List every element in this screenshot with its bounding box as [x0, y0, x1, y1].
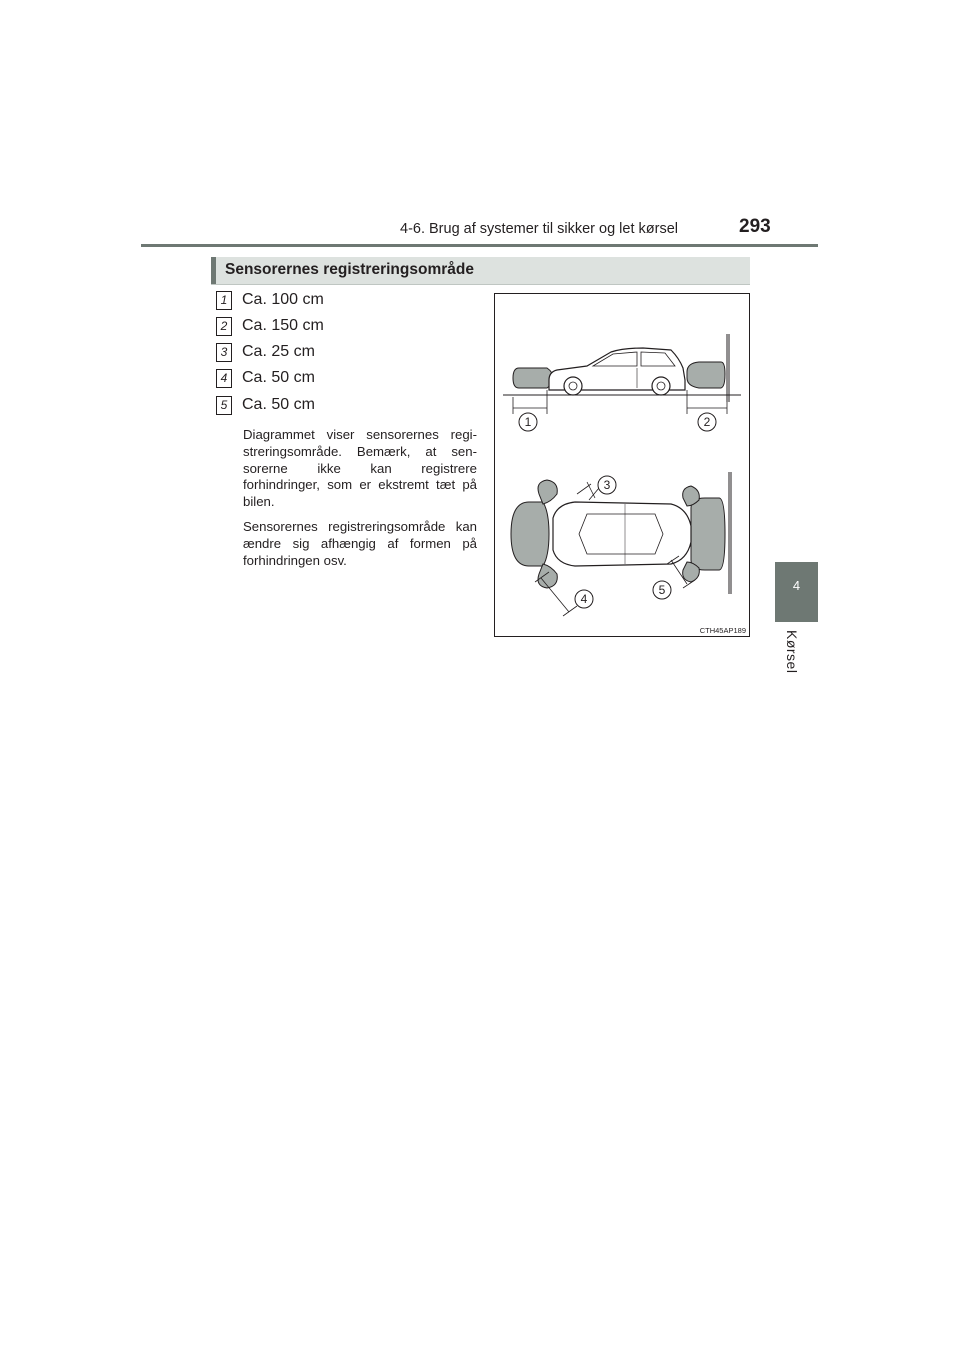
rear-right-corner-zone	[538, 564, 557, 588]
heading-underline	[211, 284, 750, 285]
item-number-badge: 5	[216, 396, 232, 415]
car-wheel-front	[564, 377, 582, 395]
chapter-tab	[775, 562, 818, 622]
top-view	[511, 472, 731, 616]
front-side-sensor-zone	[687, 362, 725, 388]
chapter-label: Kørsel	[784, 630, 800, 674]
description-paragraph: Sensorernes registreringsområde kan ændre sig afhængig af formen på forhindringen osv.	[243, 519, 477, 568]
callout-1-label: 1	[524, 415, 532, 429]
side-view	[503, 334, 741, 431]
rear-left-corner-zone	[538, 480, 557, 504]
callout-3-label: 3	[603, 478, 611, 492]
item-number-badge: 2	[216, 317, 232, 336]
page-number: 293	[739, 216, 771, 237]
description-paragraph: Diagrammet viser sensorernes regi-streringsområde. Bemærk, at sen-sorerne ikke kan registrere forhindringer, som er ekstremt tæt på bilen.	[243, 427, 477, 510]
car-top-body	[553, 502, 691, 566]
car-wheel-rear	[652, 377, 670, 395]
item-text: Ca. 25 cm	[242, 343, 315, 360]
figure-code: CTH45AP189	[699, 626, 746, 635]
sensor-range-figure	[494, 293, 750, 637]
header-title: 4-6. Brug af systemer til sikker og let kørsel	[400, 221, 678, 237]
front-top-sensor-zone	[691, 498, 725, 570]
item-number-badge: 4	[216, 369, 232, 388]
chapter-tab-number: 4	[792, 578, 801, 593]
section-heading	[211, 257, 750, 284]
callout-5-label: 5	[658, 583, 666, 597]
item-number-badge: 3	[216, 343, 232, 362]
item-text: Ca. 50 cm	[242, 396, 315, 413]
callout-2-label: 2	[703, 415, 711, 429]
sensor-diagram	[495, 294, 749, 636]
item-text: Ca. 150 cm	[242, 317, 324, 334]
section-heading-text: Sensorernes registreringsområde	[225, 261, 474, 278]
header-rule	[141, 244, 818, 247]
item-text: Ca. 100 cm	[242, 291, 324, 308]
section-heading-bar	[211, 257, 216, 284]
rear-side-sensor-zone	[513, 368, 553, 388]
rear-top-sensor-zone	[511, 502, 549, 566]
item-number-badge: 1	[216, 291, 232, 310]
item-text: Ca. 50 cm	[242, 369, 315, 386]
callout-4-label: 4	[580, 592, 588, 606]
